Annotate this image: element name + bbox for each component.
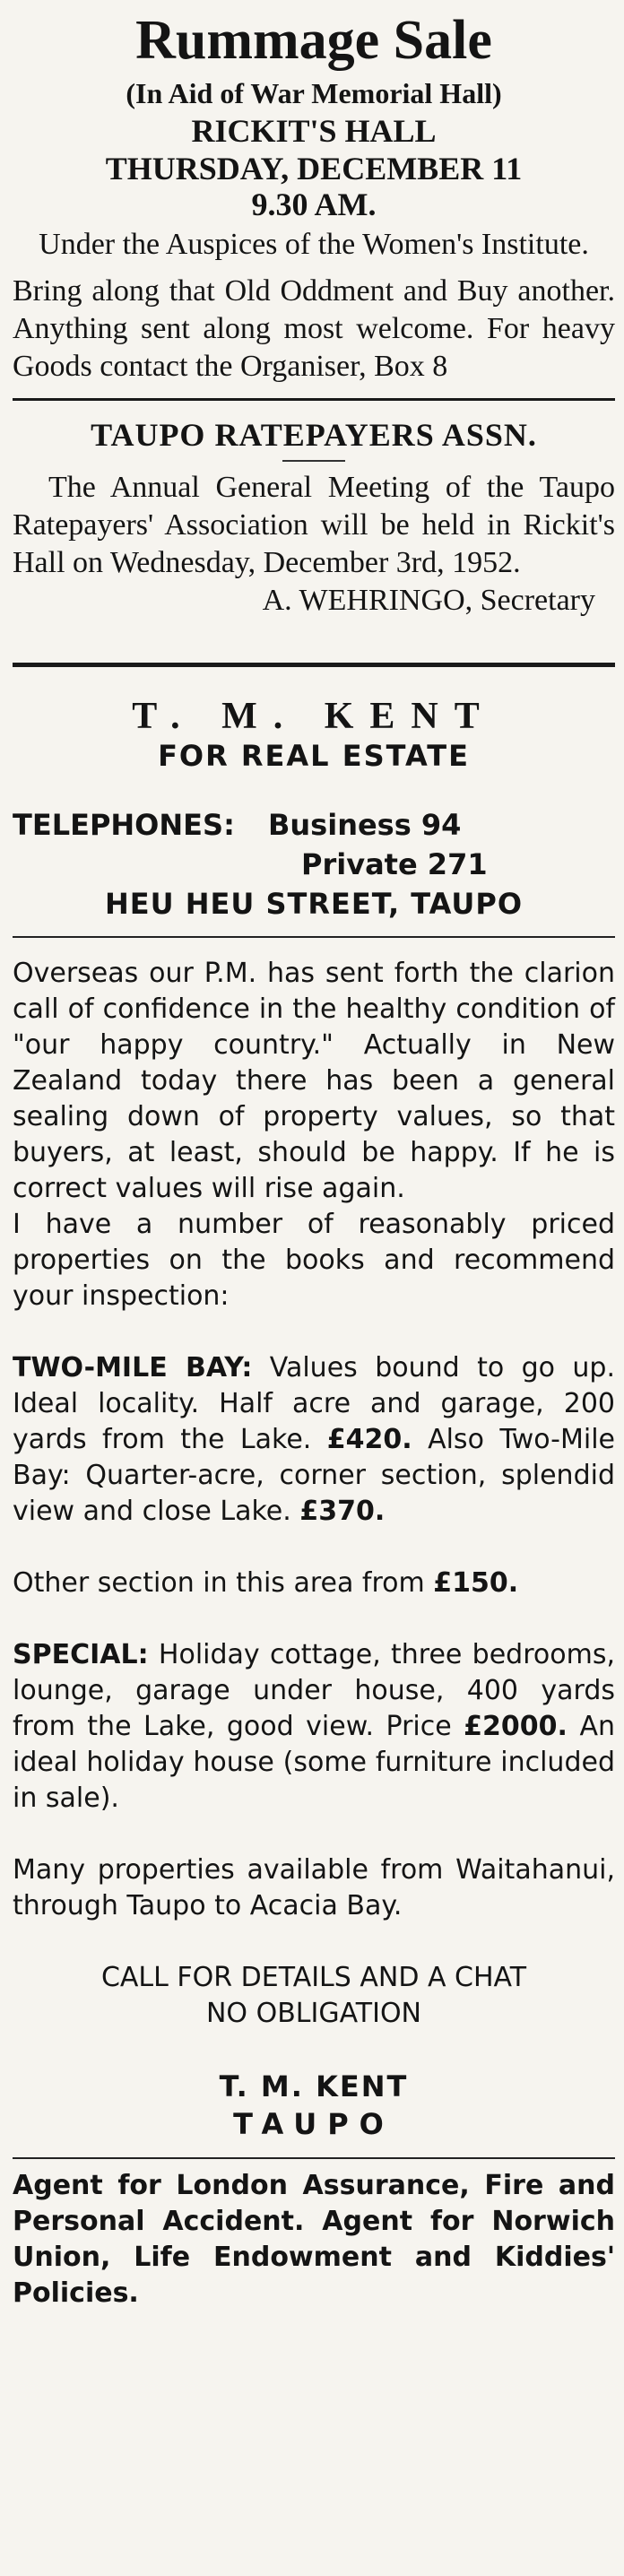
two-mile-bay-also: Also Two-Mile Bay: Quarter-acre, corner section, splendid view and close Lake. — [13, 1424, 615, 1527]
rummage-subtitle: (In Aid of War Memorial Hall) — [126, 77, 502, 109]
ratepayers-body: The Annual General Meeting of the Taupo Ratepayers' Association will be held in Rickit's Hall on Wednesday, December 3rd, 1952. — [13, 471, 615, 579]
other-section-text: Other section in this area from — [13, 1567, 425, 1599]
rummage-venue: RICKIT'S HALL — [191, 113, 437, 149]
special-label: SPECIAL: — [13, 1639, 149, 1670]
kent-agent-note: Agent for London Assurance, Fire and Personal Accident. Agent for Norwich Union, Life Endowment and Kiddies' Policies. — [13, 2170, 615, 2309]
rummage-time: 9.30 AM. — [251, 186, 377, 222]
kent-name: T. M. KENT — [132, 696, 496, 737]
special-text: Holiday cottage, three bedrooms, lounge, garage under house, 400 yards from the Lake, good view. Price — [13, 1639, 615, 1742]
telephone-business: Business 94 — [268, 808, 462, 842]
call-line-2: NO OBLIGATION — [205, 1998, 421, 2029]
other-section-listing — [13, 1566, 615, 1601]
special-text-2: An ideal holiday house (some furniture included in sale). — [13, 1711, 615, 1814]
kent-signature-name: T. M. KENT — [219, 2069, 409, 2103]
ratepayers-signature: A. WEHRINGO, Secretary — [262, 584, 595, 617]
telephone-private: Private 271 — [301, 847, 488, 881]
two-mile-bay-label: TWO-MILE BAY: — [13, 1352, 253, 1383]
rummage-title: Rummage Sale — [135, 10, 492, 71]
kent-street: HEU HEU STREET, TAUPO — [104, 887, 524, 921]
rummage-date: THURSDAY, DECEMBER 11 — [105, 151, 523, 186]
special-listing — [13, 1637, 615, 1817]
two-mile-bay-price: £420. — [326, 1424, 412, 1455]
kent-intro: Overseas our P.M. has sent forth the clarion call of confidence in the healthy condition of "our happy country." Actually in New Zealand today there has been a general sealing down of property values, so that buyers, at least, should be happy. If he is correct values will rise again. — [13, 958, 615, 1204]
kent-signature-place: TAUPO — [233, 2107, 394, 2141]
rummage-auspices: Under the Auspices of the Women's Institute. — [39, 228, 589, 261]
kent-inspection: I have a number of reasonably priced properties on the books and recommend your inspection: — [13, 1209, 615, 1312]
ratepayers-heading: TAUPO RATEPAYERS ASSN. — [91, 417, 537, 453]
call-line-1: CALL FOR DETAILS AND A CHAT — [100, 1962, 527, 1993]
rummage-sale-ad — [13, 0, 615, 386]
ratepayers-notice — [13, 401, 615, 620]
divider — [13, 936, 615, 938]
kent-real-estate-ad — [13, 667, 615, 2311]
other-section-price: £150. — [433, 1567, 519, 1599]
two-mile-bay-price-2: £370. — [299, 1496, 386, 1527]
rummage-body: Bring along that Old Oddment and Buy another. Anything sent along most welcome. For heavy Goods contact the Organiser, Box 8 — [13, 274, 615, 383]
telephones-label: TELEPHONES: — [13, 808, 235, 842]
two-mile-bay-listing — [13, 1350, 615, 1530]
two-mile-bay-text: Values bound to go up. Ideal locality. Half acre and garage, 200 yards from the Lake. — [13, 1352, 615, 1455]
many-properties: Many properties available from Waitahanui, through Taupo to Acacia Bay. — [13, 1854, 615, 1921]
kent-tagline: FOR REAL ESTATE — [158, 739, 470, 773]
divider — [282, 460, 345, 462]
special-price: £2000. — [464, 1711, 568, 1742]
divider — [13, 2157, 615, 2159]
kent-telephones — [13, 805, 615, 884]
